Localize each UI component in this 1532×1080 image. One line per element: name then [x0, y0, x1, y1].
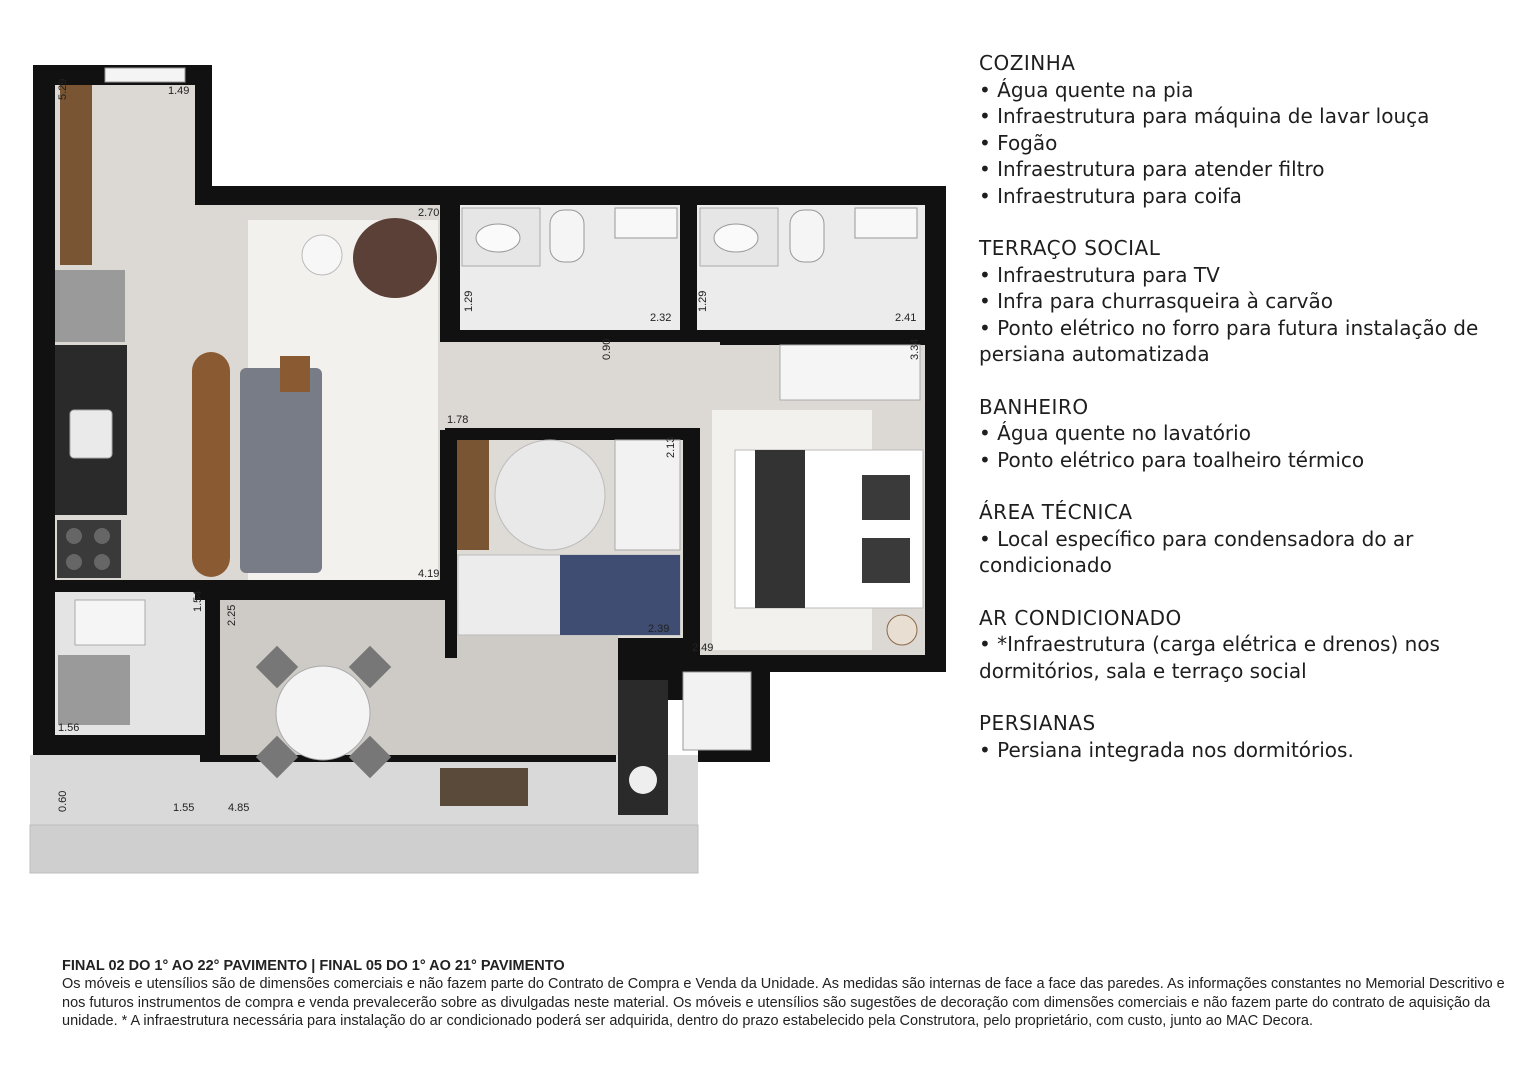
bath2-basin [714, 224, 758, 252]
feature-item: • Infraestrutura para TV [979, 262, 1519, 289]
feature-section [979, 235, 1519, 368]
dimension-label: 2.41 [895, 312, 917, 324]
feature-item: • Infraestrutura para atender filtro [979, 156, 1519, 183]
wall [680, 200, 696, 335]
dimension-label: 2.32 [650, 312, 672, 324]
feature-item: • Infra para churrasqueira à carvão [979, 288, 1519, 315]
dimension-label: 4.19 [418, 568, 440, 580]
dimension-label: 0.90 [601, 338, 613, 360]
burner [66, 554, 82, 570]
kitchen-window [105, 68, 185, 82]
bed-throw [755, 450, 805, 608]
dimension-label: 1.29 [463, 290, 475, 312]
dimension-label: 4.85 [228, 802, 250, 814]
floor-lamp [887, 615, 917, 645]
wall [195, 580, 445, 600]
dimension-label: 1.29 [697, 290, 709, 312]
feature-section-title: BANHEIRO [979, 394, 1089, 419]
barbecue [618, 680, 668, 815]
feature-item: • Água quente no lavatório [979, 420, 1519, 447]
footer-text: Os móveis e utensílios são de dimensões comerciais e não fazem parte do Contrato de Compra e Venda da Unidade. As medidas são internas de face a face das paredes. As informações constantes no Memorial Descritivo e nos futuros instrumentos de compra e venda prevalecerão sobre as divulgadas neste material. Os móveis e utensílios são sugestões de decoração com dimensões comerciais e não fazem parte do contrato de aquisição da unidade. * A infraestrutura necessária para instalação do ar condicionado poderá ser adquirida, dentro do prazo estabelecido pela Construtora, pelo proprietário, com custo, junto ao MAC Decora. [62, 976, 1505, 1029]
feature-item: • Fogão [979, 130, 1519, 157]
dimension-label: 2.49 [692, 642, 714, 654]
dimension-label: 1.55 [173, 802, 195, 814]
feature-item: • Infraestrutura para coifa [979, 183, 1519, 210]
dimension-label: 0.60 [57, 790, 69, 812]
technical-area [683, 672, 751, 750]
feature-section-title: PERSIANAS [979, 711, 1096, 735]
dimension-label: 5.29 [57, 78, 69, 100]
dining-table [276, 666, 370, 760]
feature-section-title: TERRAÇO SOCIAL [979, 236, 1161, 260]
sofa [240, 368, 322, 573]
pillow [862, 475, 910, 520]
sideboard [440, 768, 528, 806]
feature-item: • Água quente na pia [979, 77, 1519, 104]
dimension-label: 1.49 [168, 85, 190, 97]
dimension-label: 1.54 [192, 590, 204, 612]
washing-machine [58, 655, 130, 725]
dimension-label: 3.34 [909, 338, 921, 360]
pillow [862, 538, 910, 583]
feature-item: • Ponto elétrico no forro para futura instalação de persiana automatizada [979, 315, 1519, 368]
bath1-basin [476, 224, 520, 252]
round-rug [495, 440, 605, 550]
features-list [979, 50, 1519, 789]
side-table [280, 356, 310, 392]
wall [685, 428, 700, 658]
armchair [353, 218, 437, 298]
balcony-rail [30, 825, 698, 873]
desk [457, 440, 489, 550]
feature-item: • Local específico para condensadora do ar condicionado [979, 526, 1519, 579]
bath1-shower [615, 208, 677, 238]
footer-title: FINAL 02 DO 1° AO 22° PAVIMENTO | FINAL 05 DO 1° AO 21° PAVIMENTO [62, 958, 565, 974]
dimension-label: 1.56 [58, 722, 80, 734]
wall [40, 580, 210, 592]
cooktop [57, 520, 121, 578]
wall [205, 580, 220, 755]
feature-section [979, 50, 1519, 209]
fridge [55, 270, 125, 342]
wall [445, 428, 457, 658]
burner [94, 528, 110, 544]
barbecue-sink [629, 766, 657, 794]
kitchen-sink [70, 410, 112, 458]
feature-section [979, 605, 1519, 685]
feature-section-title: AR CONDICIONADO [979, 605, 1182, 630]
bath2-toilet [790, 210, 824, 262]
feature-item: • Ponto elétrico para toalheiro térmico [979, 447, 1519, 474]
feature-section [979, 394, 1519, 474]
feature-section-title: COZINHA [979, 51, 1076, 75]
feature-section-title: ÁREA TÉCNICA [979, 500, 1133, 524]
feature-item: • *Infraestrutura (carga elétrica e drenos) nos dormitórios, sala e terraço social [979, 631, 1519, 684]
dimension-label: 2.25 [226, 604, 238, 626]
dimension-label: 1.78 [447, 414, 469, 426]
wardrobe [780, 345, 920, 400]
dimension-label: 2.39 [648, 623, 670, 635]
kitchen-wood-shelf [60, 85, 92, 265]
laundry-sink [75, 600, 145, 645]
dimension-label: 2.70 [418, 207, 440, 219]
wall [440, 200, 460, 335]
burner [66, 528, 82, 544]
coffee-table [302, 235, 342, 275]
bath2-shower [855, 208, 917, 238]
feature-section [979, 710, 1519, 763]
burner [94, 554, 110, 570]
feature-item: • Infraestrutura para máquina de lavar louça [979, 103, 1519, 130]
feature-item: • Persiana integrada nos dormitórios. [979, 737, 1519, 764]
disclaimer [62, 957, 1517, 1030]
feature-section [979, 499, 1519, 579]
wood-bench [192, 352, 230, 577]
dimension-label: 2.13 [665, 436, 677, 458]
bath1-toilet [550, 210, 584, 262]
wall [445, 428, 695, 440]
hall-floor [440, 340, 720, 430]
